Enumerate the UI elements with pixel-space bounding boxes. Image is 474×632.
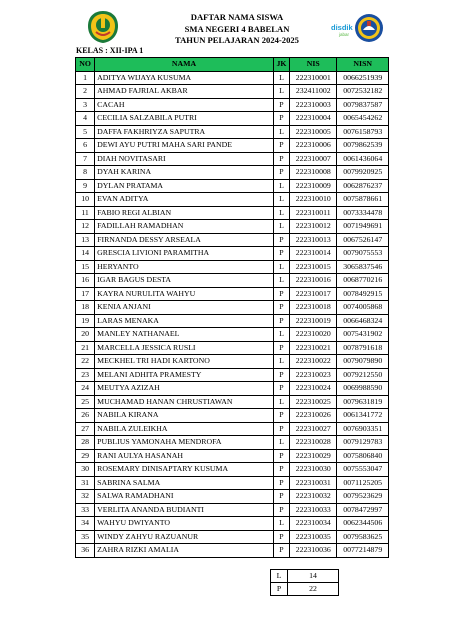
table-row xyxy=(76,409,389,423)
cell-nis: 222310007 xyxy=(290,152,337,166)
cell-no: 24 xyxy=(76,382,95,396)
cell-no: 15 xyxy=(76,260,95,274)
cell-nama: GRESCIA LIVIONI PARAMITHA xyxy=(95,247,274,261)
cell-no: 18 xyxy=(76,301,95,315)
cell-no: 29 xyxy=(76,449,95,463)
cell-nama: ZAHRA RIZKI AMALIA xyxy=(95,544,274,558)
cell-nis: 222310004 xyxy=(290,112,337,126)
table-row xyxy=(76,355,389,369)
table-row xyxy=(76,314,389,328)
cell-jk: P xyxy=(273,503,289,517)
cell-jk: P xyxy=(273,166,289,180)
cell-nama: FABIO REGI ALBIAN xyxy=(95,206,274,220)
cell-nisn: 0077214879 xyxy=(337,544,389,558)
cell-jk: P xyxy=(273,544,289,558)
cell-nis: 222310030 xyxy=(290,463,337,477)
cell-nis: 222310006 xyxy=(290,139,337,153)
cell-no: 28 xyxy=(76,436,95,450)
cell-nama: ADITYA WIJAYA KUSUMA xyxy=(95,71,274,85)
cell-no: 17 xyxy=(76,287,95,301)
gender-summary-table xyxy=(270,569,339,596)
cell-nisn: 0073334478 xyxy=(337,206,389,220)
cell-nis: 222310011 xyxy=(290,206,337,220)
cell-nama: AHMAD FAJRIAL AKBAR xyxy=(95,85,274,99)
table-row xyxy=(76,112,389,126)
table-row xyxy=(76,260,389,274)
cell-nama: WAHYU DWIYANTO xyxy=(95,517,274,531)
summary-row xyxy=(271,583,339,596)
cell-jk: L xyxy=(273,328,289,342)
cell-nama: PUBLIUS YAMONAHA MENDROFA xyxy=(95,436,274,450)
cell-no: 7 xyxy=(76,152,95,166)
document-header xyxy=(0,10,474,50)
table-row xyxy=(76,220,389,234)
cell-jk: P xyxy=(273,152,289,166)
cell-nama: DAFFA FAKHRIYZA SAPUTRA xyxy=(95,125,274,139)
cell-no: 4 xyxy=(76,112,95,126)
cell-nama: MELANI ADHITA PRAMESTY xyxy=(95,368,274,382)
table-row xyxy=(76,436,389,450)
table-row xyxy=(76,139,389,153)
cell-nisn: 0079075553 xyxy=(337,247,389,261)
table-row xyxy=(76,503,389,517)
cell-no: 20 xyxy=(76,328,95,342)
cell-nis: 222310028 xyxy=(290,436,337,450)
cell-nisn: 0066251939 xyxy=(337,71,389,85)
cell-nis: 222310013 xyxy=(290,233,337,247)
cell-nisn: 0067526147 xyxy=(337,233,389,247)
table-row xyxy=(76,490,389,504)
cell-nama: FADILLAH RAMADHAN xyxy=(95,220,274,234)
cell-jk: P xyxy=(273,368,289,382)
cell-nisn: 0076158793 xyxy=(337,125,389,139)
cell-no: 5 xyxy=(76,125,95,139)
table-row xyxy=(76,166,389,180)
cell-nis: 222310025 xyxy=(290,395,337,409)
summary-gender-label: P xyxy=(271,583,288,596)
cell-nisn: 0079862539 xyxy=(337,139,389,153)
cell-nis: 222310036 xyxy=(290,544,337,558)
cell-nisn: 0072532182 xyxy=(337,85,389,99)
cell-nisn: 0068770216 xyxy=(337,274,389,288)
disdik-logo-text: disdik xyxy=(331,23,353,32)
cell-jk: P xyxy=(273,490,289,504)
cell-nisn: 0065454262 xyxy=(337,112,389,126)
table-row xyxy=(76,125,389,139)
cell-no: 9 xyxy=(76,179,95,193)
cell-nisn: 0079129783 xyxy=(337,436,389,450)
cell-nis: 222310020 xyxy=(290,328,337,342)
cell-nisn: 0079920925 xyxy=(337,166,389,180)
cell-nis: 222310001 xyxy=(290,71,337,85)
cell-nisn: 0078791618 xyxy=(337,341,389,355)
cell-no: 1 xyxy=(76,71,95,85)
cell-no: 36 xyxy=(76,544,95,558)
cell-jk: L xyxy=(273,71,289,85)
cell-jk: P xyxy=(273,382,289,396)
cell-no: 14 xyxy=(76,247,95,261)
cell-jk: L xyxy=(273,260,289,274)
cell-jk: P xyxy=(273,233,289,247)
cell-nis: 222310029 xyxy=(290,449,337,463)
cell-nama: EVAN ADITYA xyxy=(95,193,274,207)
cell-nisn: 0079079890 xyxy=(337,355,389,369)
cell-nis: 222310003 xyxy=(290,98,337,112)
cell-jk: P xyxy=(273,301,289,315)
table-row xyxy=(76,85,389,99)
cell-jk: P xyxy=(273,422,289,436)
column-header-jk: JK xyxy=(273,58,289,72)
cell-jk: P xyxy=(273,476,289,490)
cell-jk: L xyxy=(273,85,289,99)
cell-no: 32 xyxy=(76,490,95,504)
cell-nis: 222310009 xyxy=(290,179,337,193)
table-row xyxy=(76,328,389,342)
cell-nama: LARAS MENAKA xyxy=(95,314,274,328)
table-row xyxy=(76,71,389,85)
cell-nisn: 0079837587 xyxy=(337,98,389,112)
student-roster-table xyxy=(75,57,389,558)
cell-nis: 222310008 xyxy=(290,166,337,180)
table-header-row xyxy=(76,58,389,72)
cell-nisn: 0062344506 xyxy=(337,517,389,531)
table-row xyxy=(76,517,389,531)
cell-nama: MANLEY NATHANAEL xyxy=(95,328,274,342)
summary-gender-count: 22 xyxy=(288,583,339,596)
cell-jk: L xyxy=(273,220,289,234)
table-row xyxy=(76,301,389,315)
cell-jk: L xyxy=(273,274,289,288)
cell-nis: 222310034 xyxy=(290,517,337,531)
column-header-nis: NIS xyxy=(290,58,337,72)
cell-nama: VERLITA ANANDA BUDIANTI xyxy=(95,503,274,517)
cell-nisn: 0079583625 xyxy=(337,530,389,544)
cell-nisn: 0079631819 xyxy=(337,395,389,409)
cell-jk: P xyxy=(273,530,289,544)
cell-nisn: 0071125205 xyxy=(337,476,389,490)
cell-no: 25 xyxy=(76,395,95,409)
cell-nisn: 0061341772 xyxy=(337,409,389,423)
cell-nama: KENIA ANJANI xyxy=(95,301,274,315)
cell-no: 6 xyxy=(76,139,95,153)
summary-row xyxy=(271,570,339,583)
table-row xyxy=(76,152,389,166)
table-row xyxy=(76,98,389,112)
cell-nisn: 0079523629 xyxy=(337,490,389,504)
cell-no: 13 xyxy=(76,233,95,247)
cell-no: 26 xyxy=(76,409,95,423)
table-row xyxy=(76,422,389,436)
table-row xyxy=(76,206,389,220)
cell-nama: KAYRA NURULITA WAHYU xyxy=(95,287,274,301)
cell-nisn: 0078472997 xyxy=(337,503,389,517)
cell-nis: 222310021 xyxy=(290,341,337,355)
cell-nis: 222310031 xyxy=(290,476,337,490)
disdik-logo-sub: jabar xyxy=(339,32,350,37)
cell-nama: NABILA ZULEIKHA xyxy=(95,422,274,436)
cell-nis: 222310005 xyxy=(290,125,337,139)
column-header-nisn: NISN xyxy=(337,58,389,72)
cell-nama: DYAH KARINA xyxy=(95,166,274,180)
cell-no: 30 xyxy=(76,463,95,477)
cell-no: 10 xyxy=(76,193,95,207)
cell-nis: 222310019 xyxy=(290,314,337,328)
cell-no: 8 xyxy=(76,166,95,180)
cell-nama: MECKHEL TRI HADI KARTONO xyxy=(95,355,274,369)
cell-nis: 222310015 xyxy=(290,260,337,274)
cell-nama: DYLAN PRATAMA xyxy=(95,179,274,193)
table-row xyxy=(76,179,389,193)
class-label: KELAS : XII-IPA 1 xyxy=(76,46,144,55)
column-header-no: NO xyxy=(76,58,95,72)
cell-nama: CACAH xyxy=(95,98,274,112)
cell-no: 12 xyxy=(76,220,95,234)
document-title xyxy=(0,12,474,47)
cell-nisn: 0069988590 xyxy=(337,382,389,396)
title-line-2: SMA NEGERI 4 BABELAN xyxy=(184,23,290,34)
table-row xyxy=(76,287,389,301)
table-row xyxy=(76,395,389,409)
cell-jk: P xyxy=(273,409,289,423)
cell-nis: 232411002 xyxy=(290,85,337,99)
column-header-nama: NAMA xyxy=(95,58,274,72)
cell-jk: P xyxy=(273,112,289,126)
table-row xyxy=(76,193,389,207)
cell-nisn: 0066468324 xyxy=(337,314,389,328)
cell-no: 11 xyxy=(76,206,95,220)
title-line-1: DAFTAR NAMA SISWA xyxy=(190,12,284,22)
cell-nis: 222310014 xyxy=(290,247,337,261)
table-row xyxy=(76,368,389,382)
cell-nama: NABILA KIRANA xyxy=(95,409,274,423)
cell-nis: 222310012 xyxy=(290,220,337,234)
summary-gender-label: L xyxy=(271,570,288,583)
cell-jk: P xyxy=(273,287,289,301)
cell-jk: L xyxy=(273,436,289,450)
cell-no: 2 xyxy=(76,85,95,99)
cell-nama: HERYANTO xyxy=(95,260,274,274)
cell-nis: 222310018 xyxy=(290,301,337,315)
cell-nama: IGAR BAGUS DESTA xyxy=(95,274,274,288)
cell-nisn: 0075431902 xyxy=(337,328,389,342)
cell-nama: MUCHAMAD HANAN CHRUSTIAWAN xyxy=(95,395,274,409)
cell-jk: P xyxy=(273,139,289,153)
cell-no: 3 xyxy=(76,98,95,112)
cell-no: 35 xyxy=(76,530,95,544)
table-row xyxy=(76,463,389,477)
cell-jk: P xyxy=(273,98,289,112)
cell-nama: DIAH NOVITASARI xyxy=(95,152,274,166)
table-row xyxy=(76,530,389,544)
bekasi-emblem-icon xyxy=(354,12,384,44)
cell-jk: P xyxy=(273,314,289,328)
cell-no: 31 xyxy=(76,476,95,490)
cell-nisn: 0062876237 xyxy=(337,179,389,193)
summary-gender-count: 14 xyxy=(288,570,339,583)
cell-nisn: 0071949691 xyxy=(337,220,389,234)
cell-nisn: 0075806840 xyxy=(337,449,389,463)
cell-no: 33 xyxy=(76,503,95,517)
cell-no: 27 xyxy=(76,422,95,436)
table-row xyxy=(76,476,389,490)
cell-jk: L xyxy=(273,355,289,369)
cell-nama: FIRNANDA DESSY ARSEALA xyxy=(95,233,274,247)
cell-jk: P xyxy=(273,463,289,477)
cell-nis: 222310032 xyxy=(290,490,337,504)
cell-nama: WINDY ZAHYU RAZUANUR xyxy=(95,530,274,544)
cell-nis: 222310022 xyxy=(290,355,337,369)
cell-no: 21 xyxy=(76,341,95,355)
cell-nis: 222310035 xyxy=(290,530,337,544)
table-row xyxy=(76,274,389,288)
cell-no: 23 xyxy=(76,368,95,382)
cell-jk: L xyxy=(273,395,289,409)
cell-jk: P xyxy=(273,449,289,463)
cell-nama: SALWA RAMADHANI xyxy=(95,490,274,504)
table-row xyxy=(76,382,389,396)
cell-jk: L xyxy=(273,206,289,220)
cell-jk: L xyxy=(273,193,289,207)
cell-nis: 222310016 xyxy=(290,274,337,288)
cell-no: 34 xyxy=(76,517,95,531)
cell-nis: 222310010 xyxy=(290,193,337,207)
cell-nisn: 0076903351 xyxy=(337,422,389,436)
cell-nisn: 0078492915 xyxy=(337,287,389,301)
cell-nama: DEWI AYU PUTRI MAHA SARI PANDE xyxy=(95,139,274,153)
cell-nisn: 0075553047 xyxy=(337,463,389,477)
cell-nis: 222310017 xyxy=(290,287,337,301)
cell-nisn: 0075878661 xyxy=(337,193,389,207)
cell-jk: L xyxy=(273,179,289,193)
cell-nisn: 0061436064 xyxy=(337,152,389,166)
cell-nama: ROSEMARY DINISAPTARY KUSUMA xyxy=(95,463,274,477)
cell-nis: 222310033 xyxy=(290,503,337,517)
cell-nama: SABRINA SALMA xyxy=(95,476,274,490)
title-line-3: TAHUN PELAJARAN 2024-2025 xyxy=(175,35,299,45)
cell-nisn: 0079212550 xyxy=(337,368,389,382)
cell-nis: 222310023 xyxy=(290,368,337,382)
cell-nisn: 3065837546 xyxy=(337,260,389,274)
cell-jk: L xyxy=(273,517,289,531)
cell-nama: RANI AULYA HASANAH xyxy=(95,449,274,463)
cell-nis: 222310026 xyxy=(290,409,337,423)
cell-no: 16 xyxy=(76,274,95,288)
table-row xyxy=(76,341,389,355)
cell-jk: P xyxy=(273,247,289,261)
cell-nis: 222310027 xyxy=(290,422,337,436)
cell-nis: 222310024 xyxy=(290,382,337,396)
table-row xyxy=(76,449,389,463)
cell-nama: MEUTYA AZIZAH xyxy=(95,382,274,396)
cell-jk: L xyxy=(273,125,289,139)
cell-nama: MARCELLA JESSICA RUSLI xyxy=(95,341,274,355)
cell-no: 22 xyxy=(76,355,95,369)
table-row xyxy=(76,544,389,558)
cell-nisn: 0074005868 xyxy=(337,301,389,315)
cell-nama: CECILIA SALZABILA PUTRI xyxy=(95,112,274,126)
table-row xyxy=(76,233,389,247)
table-row xyxy=(76,247,389,261)
cell-jk: P xyxy=(273,341,289,355)
cell-no: 19 xyxy=(76,314,95,328)
